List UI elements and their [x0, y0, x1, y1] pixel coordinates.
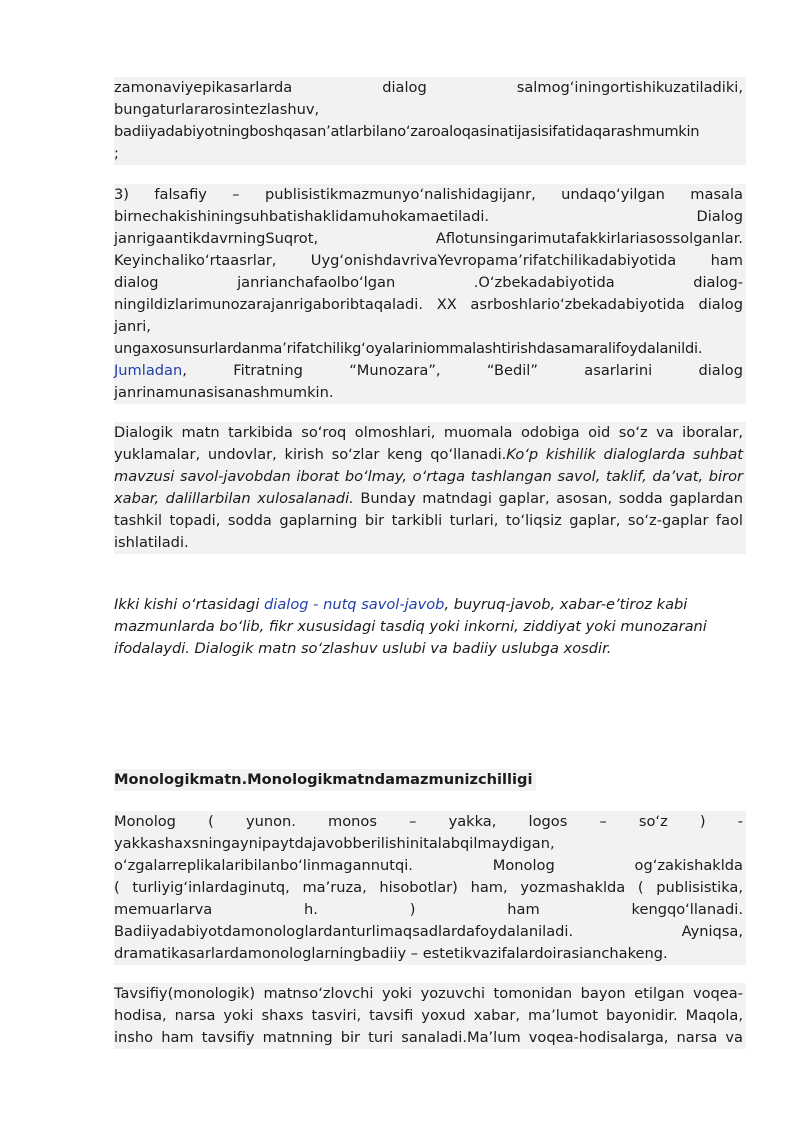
text-line: Tavsifiy(monologik) matnso‘zlovchi yoki yozuvchi tomonidan bayon etilgan voqea- — [114, 985, 743, 1002]
paragraph-dialogik-matn-tarkibi — [114, 422, 746, 554]
text-line: janrigaantikdavrningSuqrot, Aflotunsingarimutafakkirlariasossolganlar. — [114, 230, 743, 247]
text-line — [114, 488, 743, 510]
text-line: 3) falsafiy – publisistikmazmunyo‘nalishidagijanr, undaqo‘yilgan masala — [114, 186, 743, 203]
text-line: dramatikasarlardamonologlarningbadiiy – estetikvazifalardoirasianchakeng. — [114, 945, 668, 962]
text-line: bungaturlararosintezlashuv, — [114, 101, 320, 118]
text-span: Ikki kishi o‘rtasidagi — [114, 596, 265, 613]
text-line: ; — [114, 145, 119, 162]
text-line: Dialogik matn tarkibida so‘roq olmoshlari, muomala odobiga oid so‘z va iboralar, — [114, 424, 743, 441]
text-line: birnechakishiningsuhbatishaklidamuhokamaetiladi. Dialog — [114, 208, 743, 225]
text-line — [114, 360, 743, 382]
section-heading: Monologikmatn.Monologikmatndamazmunizchilligi — [114, 769, 536, 791]
italic-line: mavzusi savol-javobdan iborat bo‘lmay, o‘rtaga tashlangan savol, taklif, da’vat, biror — [114, 468, 743, 485]
italic-span: Ko‘p kishilik dialoglarda suhbat — [506, 446, 743, 463]
text-line: janri, — [114, 318, 151, 335]
text-line: ungaxosunsurlardanma’rifatchilikg‘oyalariniommalashtirishdasamaralifoydalanildi. — [114, 340, 703, 357]
text-line — [114, 444, 743, 466]
text-span: , buyruq-javob, xabar-e’tiroz kabi — [444, 596, 688, 613]
text-line: janrinamunasisanashmumkin. — [114, 384, 334, 401]
text-line: ishlatiladi. — [114, 534, 189, 551]
text-line: o‘zgalarreplikalaribilanbo‘linmagannutqi. Monolog og‘zakishaklda — [114, 857, 743, 874]
text-span: , Fitratning “Munozara”, “Bedil” asarlarini dialog — [182, 362, 743, 379]
text-line — [114, 594, 743, 616]
paragraph-tavsifiy-matn — [114, 983, 746, 1049]
text-line: memuarlarva h. ) ham kengqo‘llanadi. — [114, 901, 743, 918]
text-line: hodisa, narsa yoki shaxs tasviri, tavsifi yoxud xabar, ma’lumot bayonidir. Maqola, — [114, 1007, 743, 1024]
paragraph-falsafiy-publisistik — [114, 184, 746, 404]
text-line: mazmunlarda bo‘lib, fikr xususidagi tasdiq yoki inkorni, ziddiyat yoki munozarani — [114, 618, 707, 635]
text-line: Badiiyadabiyotdamonologlardanturlimaqsadlardafoydalaniladi. Ayniqsa, — [114, 923, 743, 940]
text-line: tashkil topadi, sodda gaplarning bir tarkibli turlari, to‘liqsiz gaplar, so‘z-gaplar faol — [114, 512, 743, 529]
text-line: badiiyadabiyotningboshqasan’atlarbilano‘zaroaloqasinatijasisifatidaqarashmumkin — [114, 123, 700, 140]
text-line: dialog janrianchafaolbo‘lgan .O‘zbekadabiyotida dialog- — [114, 274, 743, 291]
text-line: Monolog ( yunon. monos – yakka, logos – so‘z ) - — [114, 813, 743, 830]
text-line: ifodalaydi. Dialogik matn so‘zlashuv uslubi va badiiy uslubga xosdir. — [114, 640, 612, 657]
text-line: zamonaviyepikasarlarda dialog salmog‘iningortishikuzatiladiki, — [114, 79, 743, 96]
text-line: ningildizlarimunozarajanrigaboribtaqaladi. XX asrboshlario‘zbekadabiyotida dialog — [114, 296, 743, 313]
text-span: Bunday matndagi gaplar, asosan, sodda gaplardan — [353, 490, 744, 507]
text-line: yakkashaxsningaynipaytdajavobberilishinitalabqilmaydigan, — [114, 835, 555, 852]
italic-span: xabar, dalillarbilan xulosalanadi. — [114, 490, 354, 507]
dialog-nutq-link[interactable]: dialog - nutq savol-javob — [264, 596, 445, 613]
jumladan-link[interactable]: Jumladan — [114, 362, 183, 379]
paragraph-dialog-salmogi — [114, 77, 746, 165]
text-line: Keyinchaliko‘rtaasrlar, Uyg‘onishdavrivaYevropama’rifatchilikadabiyotida ham — [114, 252, 743, 269]
text-line: ( turliyig‘inlardaginutq, ma’ruza, hisobotlar) ham, yozmashaklda ( publisistika, — [114, 879, 743, 896]
paragraph-monolog — [114, 811, 746, 965]
text-span: yuklamalar, undovlar, kirish so‘zlar keng qo‘llanadi. — [114, 446, 507, 463]
text-line: insho ham tavsifiy matnning bir turi sanaladi.Ma’lum voqea-hodisalarga, narsa va — [114, 1029, 743, 1046]
paragraph-ikki-kishi — [114, 594, 746, 660]
